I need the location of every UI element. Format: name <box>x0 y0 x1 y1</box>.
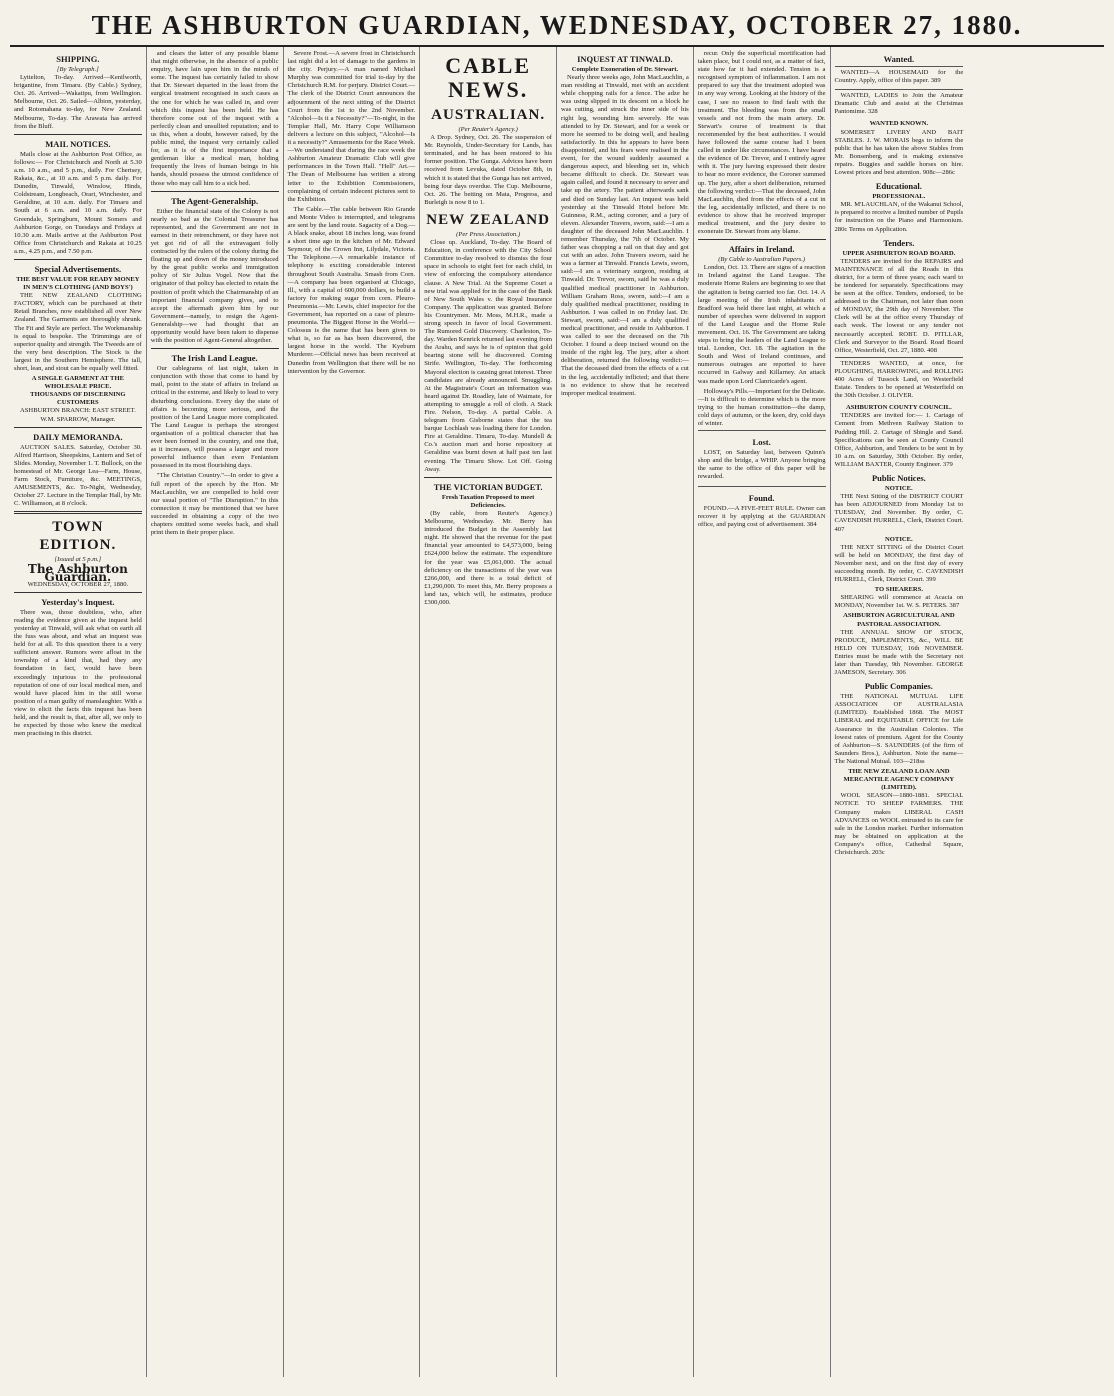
professional-heading: PROFESSIONAL. <box>872 193 926 201</box>
holloway-ad: Holloway's Pills.—Important for the Delicate.—It is difficult to determine which is the more trying to the human constitution—the damp, cold days of autumn, or the keen, dry, cold days of winter. <box>697 387 826 428</box>
new-zealand-sub: (Per Press Association.) <box>456 230 521 238</box>
paper-nameplate: The Ashburton Guardian. <box>27 561 128 584</box>
local-news-text-a: Severe Frost.—A severe frost in Christchurch last night did a lot of damage to the gardens in the city. Perjury.—A man named Michael Murphy was committed for trial to-day by the Christchurch R.M. for perjury. District Court.—The clerk of the District Court announces the adjournment of the next sitting of the District Court from the 1st to the 2nd November. "Alcohol—Is it a Necessity?"—To-night, in the Templar Hall, Mr. Harry Cope Williamson delivers a lecture on this subject, "Alcohol—Is it a necessity?" Amusements for the Race Week.—We understand that during the race week the Ashburton Amateur Dramatic Club will give performances in the Town Hall. "Hell" Art.—The Dean of Melbourne has written a strong letter to the Exhibition Commissioners, complaining of certain indecent pictures sent to the Exhibition. <box>287 50 416 203</box>
local-news-text-b: The Cable.—The cable between Rio Grande and Monte Video is interrupted, and telegrams are sent by the land route. Sagacity of a Dog.—A black snake, about 18 inches long, was found a short time ago in the kitchen of Mr. Edward Seymour, of the Crown Inn, Lilydale, Victoria. The Telephone.—A remarkable instance of telephony is exciting considerable interest throughout South Australia. Smash from Corn.—A company has been organised at Chicago, Ill., with a capital of 600,000 dollars, to build a factory for making sugar from corn. Pleuro-Pneumonia.—Mr. Lewis, chief inspector for the Government, has reported on a case of pleuro-pneumonia. The Biggest Horse in the World.—Colossus is the name that has been given to what is, so far as has been discovered, the largest horse in the world. The Kyeburn Murderer.—Official news has been received at Dunedin from Wellington that there will be no intervention by the Governor. <box>287 205 416 375</box>
irish-league-heading: The Irish Land League. <box>171 353 258 364</box>
column-7 <box>831 47 968 1377</box>
columns <box>10 47 1104 1377</box>
lost-heading: Lost. <box>752 437 771 448</box>
tinwald-inquest-subheading: Complete Exoneration of Dr. Stewart. <box>571 66 679 73</box>
australian-sub: (Per Reuter's Agency.) <box>458 126 518 133</box>
notice-1-heading: NOTICE. <box>885 485 913 493</box>
ireland-sub: (By Cable to Australian Papers.) <box>718 256 806 264</box>
australian-text: A Drop. Sydney, Oct. 26. The suspension of Mr. Reynolds, Under-Secretary for Lands, has terminated, and he has been restored to his former position. The Gunga. Advices have been received from Levuka, dated October 8th, in which it is stated that the Gunga has not arrived, being four days overdue. The Cup. Melbourne, Oct. 26. The betting on Mata, Progress, and Burleigh is now 8 to 1. <box>424 134 552 206</box>
budget-heading: THE VICTORIAN BUDGET. <box>433 481 543 492</box>
nz-loan-ad: WOOL SEASON—1880-1881. SPECIAL NOTICE TO SHEEP FARMERS. THE Company makes LIBERAL CASH ADVANCES on WOOL entrusted to its care for sale in the London market. Further information may be obtained on application at the Company's office, Cathedral Square, Christchurch. 203c <box>834 792 964 856</box>
nz-loan-heading: THE NEW ZEALAND LOAN AND MERCANTILE AGENCY COMPANY (LIMITED). <box>843 768 955 792</box>
divider <box>14 427 142 428</box>
mail-text: Mails close at the Ashburton Post Office, as follows:— For Christchurch and North at 5.30 a.m. 10 a.m., and 5 p.m., daily. For Chertsey, Rakaia, &c., at 10 a.m. and 5 p.m. daily. For Dunedin, Tinwald, Winslow, Hinds, Coldstream, Longbeach, Orari, Winchester, and Geraldine, at 10 a.m. daily. For Timaru and South at 6 a.m. and 10 a.m. daily. For Greendale, Springburn, Mount Somers and Ashburton Gorge, on Tuesdays and Fridays at 10.30 a.m. Mails arrive at the Ashburton Post Office from Christchurch and Rakaia at 10.25 a.m., 4.25 p.m., and 7.50 p.m. <box>14 150 142 255</box>
ireland-heading: Affairs in Ireland. <box>728 244 795 255</box>
lost-text: LOST, on Saturday last, between Quinn's shop and the bridge, a WHIP. Anyone bringing the same to the office of this paper will be rewarded. <box>697 449 826 481</box>
wanted-known-heading: WANTED KNOWN. <box>869 120 929 128</box>
wanted-heading: Wanted. <box>883 54 915 64</box>
county-council-tender: TENDERS are invited for:— 1. Cartage of Cement from Methven Railway Station to Pudding Hill. 2. Cartage of Shingle and Sand. Specifications can be seen at County Council Office, Ashburton, and Tenders to be sent in by 10 a.m. on Saturday, 30th October. By order, WILLIAM BAXTER, County Engineer. 379 <box>834 412 964 468</box>
cable-news-heading: CABLE NEWS. <box>445 53 532 102</box>
special-ads-heading: Special Advertisements. <box>34 263 122 274</box>
irish-league-text: Our cablegrams of last night, taken in conjunction with those that come to hand by mail, point to the state of affairs in Ireland as critical in the extreme, and likely to lead to very disturbing conclusions. Every day the state of affairs is becoming more serious, and the position of the Land League more complicated. The Land League is perhaps the strongest organisation of a political character that has ever been formed in the country, and one that, as it increases, will possess a larger and more powerful influence than even Fenianism possessed in its most flourishing days. <box>150 365 279 470</box>
shipping-subheading: [By Telegraph.] <box>56 66 99 73</box>
inquest-editorial-heading: Yesterday's Inquest. <box>41 596 115 607</box>
column-1 <box>10 47 147 1377</box>
livery-stables-ad: SOMERSET LIVERY AND BAIT STABLES. J. W. MORAIS begs to inform the public that he has taken the above Stables from Mr. Bonsenberg, and is making extensive repairs. Buggies and saddle horses on hire. Lowest prices and best attention. 908c—286c <box>834 128 964 177</box>
tenders-heading: Tenders. <box>883 237 915 248</box>
town-edition-sub: [Issued at 5 p.m.] <box>54 556 102 564</box>
clothing-ad-customers: THOUSANDS OF DISCERNING CUSTOMERS <box>30 391 126 407</box>
lost-ad <box>698 430 826 485</box>
clothing-ad-text: THE NEW ZEALAND CLOTHING FACTORY, which can be purchased at their Retail Branches, now established all over New Zealand. The Garments are thoroughly shrunk. The Fit and Style are perfect. The Workmanship is equal to bespoke. The Trimmings are of superior quality and strength. The Tweeds are of the very best description. The Stock is the largest in the Southern Hemisphere. The tall, short, lean, and stout can be equally well fitted. <box>14 292 142 372</box>
district-court-notice-2: THE NEXT SITTING of the District Court will be held on MONDAY, the first day of November next, and on the first day of every succeeding month. By order, C. CAVENDISH HURRELL, Clerk, District Court. 399 <box>834 543 964 584</box>
agent-general-heading: The Agent-Generalship. <box>171 195 259 206</box>
music-tuition-ad: MR. M'LAUCHLAN, of the Wakanui School, is prepared to receive a limited number of Pupils for instruction on the Piano and Harmonium. 280c Terms on Application. <box>834 201 964 233</box>
mail-heading: MAIL NOTICES. <box>45 138 111 149</box>
divider <box>14 592 142 593</box>
daily-memoranda-text: AUCTION SALES. Saturday, October 30. Alfred Harrison, Sheepskins, Lantern and Set of Slides. Monday, November 1. T. Bullock, on the homestead of Mr. George Lea—Farm, House, Farm Stock, Furniture, &c. MEETINGS, AMUSEMENTS, &c. To-Night, Wednesday, October 27. Lecture in the Templar Hall, by Mr. C. Williamson, at 8 o'clock. <box>14 443 142 508</box>
newspaper-page <box>10 4 1104 1388</box>
daily-memoranda-heading: DAILY MEMORANDA. <box>33 431 123 442</box>
australian-heading: AUSTRALIAN. <box>431 107 546 123</box>
notice-2-heading: NOTICE. <box>885 535 913 543</box>
paper-date: WEDNESDAY, OCTOBER 27, 1880. <box>27 580 129 588</box>
divider <box>151 191 279 192</box>
association-heading: ASHBURTON AGRICULTURAL AND PASTORAL ASSOCIATION. <box>843 612 955 628</box>
annual-show-notice: THE ANNUAL SHOW OF STOCK, PRODUCE, IMPLEMENTS, &c., WILL BE HELD ON TUESDAY, 16th NOVEMBER. Entries must be made with the Secretary not later than Tuesday, 9th November. GEORGE JAMESON, Secretary. 306 <box>834 628 964 677</box>
budget-text: (By cable, from Reuter's Agency.) Melbourne, Wednesday. Mr. Berry has introduced the Budget in the Assembly last night. He showed that the revenue for the past financial year amounted to £4,573,000, being £624,000 below the estimate. The expenditure for the year was £5,061,000. The actual deficiency on the transactions of the year was £266,000, and there is a total deficit of £1,290,000. To meet this, Mr. Berry proposes a land tax, which will, he estimates, produce £300,000. <box>424 509 552 606</box>
new-zealand-heading: NEW ZEALAND <box>426 211 550 228</box>
tinwald-inquest-text: Nearly three weeks ago, John MacLauchlin, a man residing at Tinwald, met with an accident while chopping rails for a fence. The adze he was using slipped in its descent on a block he was cutting, and struck the inner side of his right leg, wounding him severely. He was attended to by Dr. Stewart, and for a week or more he seemed to be doing well, and healing satisfactorily. In this he appears to have been disappointed, and his fears were realised in the event, for the wound suddenly assumed a dangerous aspect, and bleeding set in, which became difficult to check. Dr. Stewart was again called, and found it necessary to sever and take up the artery. The patient afterwards sank and died on Sunday last. An inquest was held yesterday at the Tinwald Hotel before Mr. Guinness, R.M., acting coroner, and a jury of eleven. Alexander Travers, sworn, said:—I am a daughter of the deceased John MacLauchlin. I remember Thursday, the 7th of October. My father was chopping a rail on that day and got cut with an adze. John Travers sworn, said he was a farmer at Tinwald. Francis Lewis, sworn, said:—I am a veterinary surgeon, residing at Tinwald. Dr. Trevor, sworn, said he was a duly qualified medical practitioner in Ashburton. William Graham Ross, sworn, said:—I am a duly qualified medical practitioner, residing in Ashburton. I was called in on Friday last. Dr. Stewart, sworn, said:—I am a duly qualified medical practitioner, and reside in Ashburton. I was called to see the deceased on the 7th October. I found a deep incised wound on the inside of the right leg. The jury, after a short deliberation, returned the following verdict:—That the deceased died from the effects of a cut in the leg, accidentally inflicted; and that there is no evidence to show that he received improper medical treatment. <box>561 74 689 397</box>
inquest-continued-text: recur. Only the superficial mortification had taken place, but I could not, as a matter of fact, state how far it had extended. Tension is a recognised symptom of inflammation. I am not prepared to say that the treatment adopted was in any way wrong. Looking at the history of the case, I see no reason to find fault with the treatment. The bleeding was from the small vessels and not from the main artery. Dr. Stewart's course of treatment is that recommended by the best authorities. I would have followed the same course had I been called in under like circumstances. I have heard the evidence of Dr. Trevor, and I entirely agree with it. The jury having expressed their desire to hear no more evidence, the Coroner summed up. The jury, after a short deliberation, returned the following verdict:—That the deceased, John MacLauchlin, died from the effects of a cut in the leg, accidentally inflicted, and there is no evidence to show that he received improper medical treatment, and the jury desire to exonerate Dr. Stewart from any blame. <box>697 50 826 236</box>
divider <box>698 239 826 240</box>
divider <box>151 348 279 349</box>
educational-heading: Educational. <box>875 181 922 192</box>
clothing-ad-wholesale: A SINGLE GARMENT AT THE WHOLESALE PRICE. <box>31 375 124 391</box>
budget-subheading: Fresh Taxation Proposed to meet Deficiencies. <box>441 493 535 509</box>
column-4 <box>420 47 557 1377</box>
christian-country-text: "The Christian Country."—In order to give a full report of the speech by the Hon. Mr MacLauchlin, we are compelled to hold over our usual portion of "The Disruption." In this connection it may be mentioned that we have succeeded in obtaining a copy of the two chapters omitted some weeks back, and shall print them in their proper place. <box>150 472 279 537</box>
editorial-continued: and clears the latter of any possible blame that might otherwise, in the absence of a public enquiry, have lain upon him in the minds of some. The inquest has certainly failed to show that Dr. Stewart departed in the least from the surgical treatment recognised in such cases as the one for which he was called in, and over which this inquest has been held. He has therefore come out of the inquest with a perfectly clean and unsullied reputation; and to us this, when a doubt, however raised, by the public mind, the inquest very certainly called for, as it is of the first importance that a gentleman like a medical man, holding frequently the lives of human beings in his hands, should possess the utmost confidence of those who may call him to a sick bed. <box>150 50 279 187</box>
clothing-ad-branch: ASHBURTON BRANCH: EAST STREET. W.M. SPARROW, Manager. <box>20 407 136 423</box>
column-2 <box>147 47 284 1377</box>
public-notices-heading: Public Notices. <box>871 473 926 484</box>
column-6 <box>694 47 831 1377</box>
clothing-ad-heading: THE BEST VALUE FOR READY MONEY IN MEN'S CLOTHING (AND BOYS') <box>16 275 140 292</box>
found-text: FOUND.—A FIVE-FEET RULE. Owner can recover it by applying at the GUARDIAN office, and paying cost of advertisement. 384 <box>697 504 826 528</box>
road-board-tender: TENDERS are invited for the REPAIRS and MAINTENANCE of all the Roads in this district, for a term of three years; each ward to be tendered for separately. Specifications may be seen at the office. Tenders, endorsed, to be addressed to the Chairman, not later than noon of MONDAY, the 29th day of November. The Clerk will be at the office every Thursday of each week. The lowest or any tender not necessarily accepted. ROBT. D. PITLLAR, Clerk and Surveyor to the Board. Road Board Office, Westerfield, Oct. 27, 1880. 408 <box>834 257 964 354</box>
district-court-notice-1: THE Next Sitting of the DISTRICT COURT has been ADJOURNED from Monday 1st to TUESDAY, 2nd November. By order, C. CAVENDISH HURRELL, Clerk, District Court. 407 <box>834 493 964 533</box>
column-3 <box>284 47 421 1377</box>
divider <box>14 259 142 260</box>
ireland-text: London, Oct. 13. There are signs of a reaction in Ireland against the Land League. The moderate Home Rulers are beginning to see that the agitation is being carried too far. Oct. 14. A large meeting of the Irish inhabitants of Bradford was held there last night, at which a number of speeches were delivered in support of the Land League and the Home Rule movement. Oct. 16. The Government are taking steps to bring the leaders of the Land League to trial. London, Oct. 18. The agitation in the South and West of Ireland continues, and numerous outrages are reported to have occurred in Galway and Killarney. An attack was made upon Lord Clanricarde's agent. <box>697 264 826 385</box>
column-5 <box>557 47 694 1377</box>
tinwald-inquest-heading: INQUEST AT TINWALD. <box>577 54 673 64</box>
found-heading: Found. <box>748 492 775 503</box>
wanted-housemaid-ad: WANTED—A HOUSEMAID for the Country. Apply, office of this paper. 389 <box>835 66 964 87</box>
shearers-heading: TO SHEARERS. <box>874 586 923 594</box>
divider <box>14 511 142 514</box>
divider <box>14 134 142 135</box>
agent-general-text: Either the financial state of the Colony is not nearly so bad as the Colonial Treasurer has represented, and the Government are not in earnest in their retrenchment, or they have not yet got rid of all the extravagant folly contracted by the rulers of the colony during the floating up and down of the money introduced by the great public works and immigration policy of Sir Julius Vogel. Now that the originator of that policy has elected to retain the position of profit which the Chairmanship of an important financial company gives, and to accept the aftermath given him by our Government—namely, to resign the Agent-Generalship—we had thought that an opportunity would have been taken to dispense with the position of Agent-General altogether. <box>150 207 279 345</box>
inquest-editorial-text: There was, those doubtless, who, after reading the evidence given at the inquest held yesterday at Tinwald, will ask what on earth all the fuss was about, and what an inquest was held for at all. To this question there is a very sufficient answer. Rumors were afloat in the township of a kind that, had they any foundation in fact, would have been exceedingly injurious to the professional reputation of one of our local medical men, and would have placed him in the still worse position of a man guilty of manslaughter. With a view to elicit the facts this inquest has been held, and the result is, that, after all, we only to be expected by those who knew the medical men practising in this district. <box>14 608 142 738</box>
found-ad <box>698 486 826 533</box>
ploughing-tender: TENDERS WANTED, at once, for PLOUGHING, HARROWING, and ROLLING 400 Acres of Tussock Land, on Westerfield Estate. Tenders to be opened at Westerfield on the 30th October. J. OLIVER. <box>835 357 964 402</box>
new-zealand-text: Close up. Auckland, To-day. The Board of Education, in conference with the City School Committee to-day resolved to dismiss the four space in schools to eight feet for each child, in view of enforcing the compulsory attendance clause. A New Trial. At the Supreme Court a new trial was applied for in the case of the Bank of New South Wales v. the Royal Insurance Company. The application was granted. Before his Countrymen. Mr. Moss, M.H.R., made a strong speech in favor of local Government. The Rumored Gold Discovery. Charleston, To-day. Warden Kenrick returned last evening from the Arahu, and says he is of opinion that gold bearing stone will be discovered. Coming Strife. Wellington, To-day. The forthcoming Mayoral election is causing great interest. Three candidates are already announced. Smuggling. At the Magistrate's Court an information was heard against Dr. Roadley, late of Waimate, for attempting to smuggle a roll of cloth. A Stack Fire. Nelson, To-day. A partial Cable. A telegram from Gisborne states that the tea barque Lochlash was loading there for London. Fire at Geraldine. Timaru, To-day. Mundell & Co.'s auction mart and horse repository at Geraldine was burnt down at half past ten last evening. The Timaru Show. Lot Off. Going Away. <box>424 239 552 473</box>
masthead: THE ASHBURTON GUARDIAN, WEDNESDAY, OCTOBER 27, 1880. <box>10 4 1104 47</box>
public-companies-heading: Public Companies. <box>864 681 933 692</box>
shipping-heading: SHIPPING. <box>56 54 100 64</box>
shearers-notice: SHEARING will commence at Acacia on MONDAY, November 1st. W. S. PETERS. 387 <box>834 594 964 610</box>
road-board-heading: UPPER ASHBURTON ROAD BOARD. <box>842 249 956 257</box>
wanted-ladies-ad: WANTED, LADIES to Join the Amateur Dramatic Club and assist at the Christmas Pantomime. 328 <box>835 89 964 118</box>
county-council-heading: ASHBURTON COUNTY COUNCIL. <box>845 404 952 412</box>
shipping-text: Lyttelton, To-day. Arrived—Kenilworth, brigantine, from Timaru. (By Cable.) Sydney, Oct. 26. Arrived—Wakatipu, from Wellington. Melbourne, Oct. 26. Sailed—Albion, yesterday, and Rotomahana to-day, for New Zealand. Melbourne, To-day. The Arawata has arrived from the Bluff. <box>14 74 142 130</box>
divider <box>424 477 552 478</box>
national-mutual-ad: THE NATIONAL MUTUAL LIFE ASSOCIATION OF AUSTRALASIA (LIMITED). Established 1868. The MOST LIBERAL and EQUITABLE OFFICE for Life Assurance in the Australian Colonies. The lowest rates of premium. Agent for the County of Ashburton—S. SAUNDERS (of the firm of Saunders Bros.), Ashburton. Note the name—The National Mutual. 103—218ss <box>834 693 964 765</box>
town-edition-heading: TOWN EDITION. <box>39 519 117 554</box>
